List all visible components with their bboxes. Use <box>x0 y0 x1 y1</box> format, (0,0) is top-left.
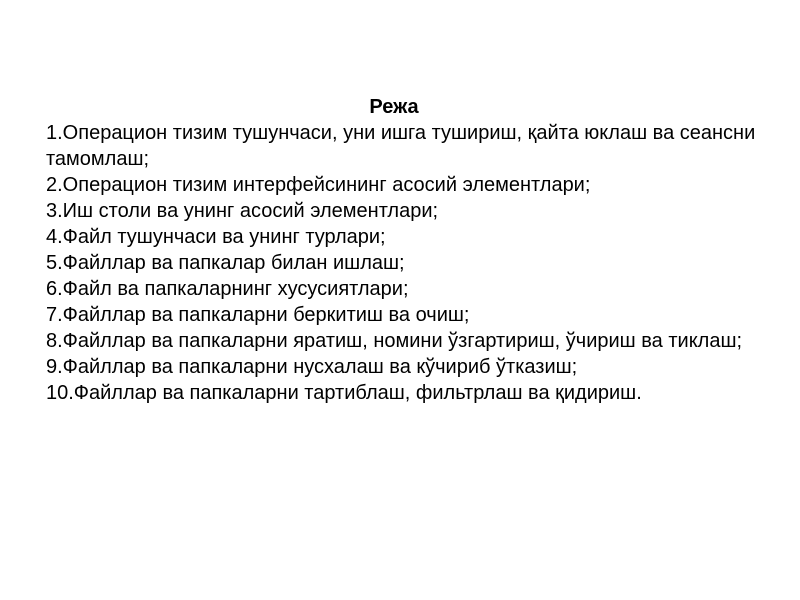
plan-title: Режа <box>369 96 419 118</box>
plan-list <box>46 120 766 406</box>
plan-item-9: 9.Файллар ва папкаларни нусхалаш ва кўчириб ўтказиш; <box>46 356 578 378</box>
plan-item-10: 10.Файллар ва папкаларни тартиблаш, фильтрлаш ва қидириш. <box>46 382 642 404</box>
plan-item-4: 4.Файл тушунчаси ва унинг турлари; <box>46 226 386 248</box>
plan-item-2: 2.Операцион тизим интерфейсининг асосий элементлари; <box>46 174 591 196</box>
plan-item-1: 1.Операцион тизим тушунчаси, уни ишга тушириш, қайта юклаш ва сеансни тамомлаш; <box>46 122 756 170</box>
plan-item-5: 5.Файллар ва папкалар билан ишлаш; <box>46 252 405 274</box>
plan-item-8: 8.Файллар ва папкаларни яратиш, номини ўзгартириш, ўчириш ва тиклаш; <box>46 330 743 352</box>
plan-item-7: 7.Файллар ва папкаларни беркитиш ва очиш; <box>46 304 470 326</box>
plan-item-6: 6.Файл ва папкаларнинг хусусиятлари; <box>46 278 409 300</box>
plan-item-3: 3.Иш столи ва унинг асосий элементлари; <box>46 200 439 222</box>
